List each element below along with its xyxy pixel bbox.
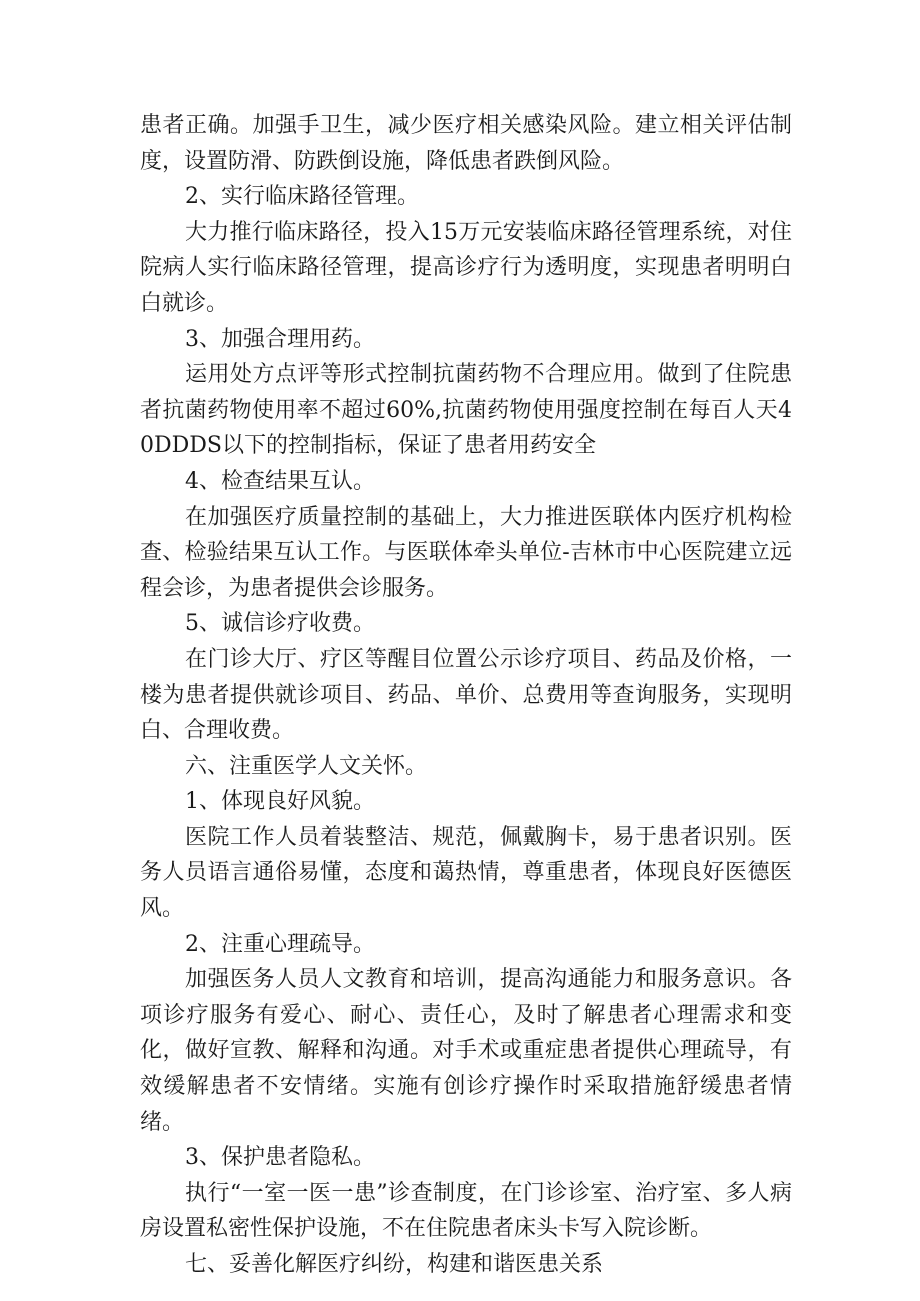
section-heading: 1、体现良好风貌。 <box>185 789 375 815</box>
body-paragraph: 在门诊大厅、疗区等醒目位置公示诊疗项目、药品及价格，一楼为患者提供就诊项目、药品、单价、总费用等查询服务，实现明白、合理收费。 <box>140 646 792 744</box>
section-heading: 2、注重心理疏导。 <box>185 931 375 957</box>
section-heading: 2、实行临床路径管理。 <box>185 184 419 210</box>
section-heading: 3、加强合理用药。 <box>185 326 375 352</box>
section-heading: 4、检查结果互认。 <box>185 468 375 494</box>
body-paragraph: 运用处方点评等形式控制抗菌药物不合理应用。做到了住院患者抗菌药物使用率不超过60%,抗菌药物使用强度控制在每百人天40DDDS以下的控制指标，保证了患者用药安全 <box>140 362 792 459</box>
body-paragraph: 在加强医疗质量控制的基础上，大力推进医联体内医疗机构检查、检验结果互认工作。与医联体牵头单位-吉林市中心医院建立远程会诊，为患者提供会诊服务。 <box>140 504 792 601</box>
body-paragraph: 患者正确。加强手卫生，减少医疗相关感染风险。建立相关评估制度，设置防滑、防跌倒设施，降低患者跌倒风险。 <box>140 113 792 174</box>
body-paragraph: 加强医务人员人文教育和培训，提高沟通能力和服务意识。各项诊疗服务有爱心、耐心、责任心，及时了解患者心理需求和变化，做好宣教、解释和沟通。对手术或重症患者提供心理疏导，有效缓解患者不安情绪。实施有创诊疗操作时采取措施舒缓患者情绪。 <box>140 967 792 1135</box>
document-body <box>140 108 792 1283</box>
chapter-heading: 七、妥善化解医疗纠纷，构建和谐医患关系 <box>185 1252 604 1277</box>
chapter-heading: 六、注重医学人文关怀。 <box>185 753 428 779</box>
body-paragraph: 大力推行临床路径，投入15万元安装临床路径管理系统，对住院病人实行临床路径管理，提高诊疗行为透明度，实现患者明明白白就诊。 <box>140 219 792 316</box>
body-paragraph: 执行“一室一医一患”诊查制度，在门诊诊室、治疗室、多人病房设置私密性保护设施，不在住院患者床头卡写入院诊断。 <box>140 1180 792 1242</box>
section-heading: 3、保护患者隐私。 <box>185 1145 375 1171</box>
section-heading: 5、诚信诊疗收费。 <box>185 611 375 637</box>
body-paragraph: 医院工作人员着装整洁、规范，佩戴胸卡，易于患者识别。医务人员语言通俗易懂，态度和蔼热情，尊重患者，体现良好医德医风。 <box>140 824 792 922</box>
